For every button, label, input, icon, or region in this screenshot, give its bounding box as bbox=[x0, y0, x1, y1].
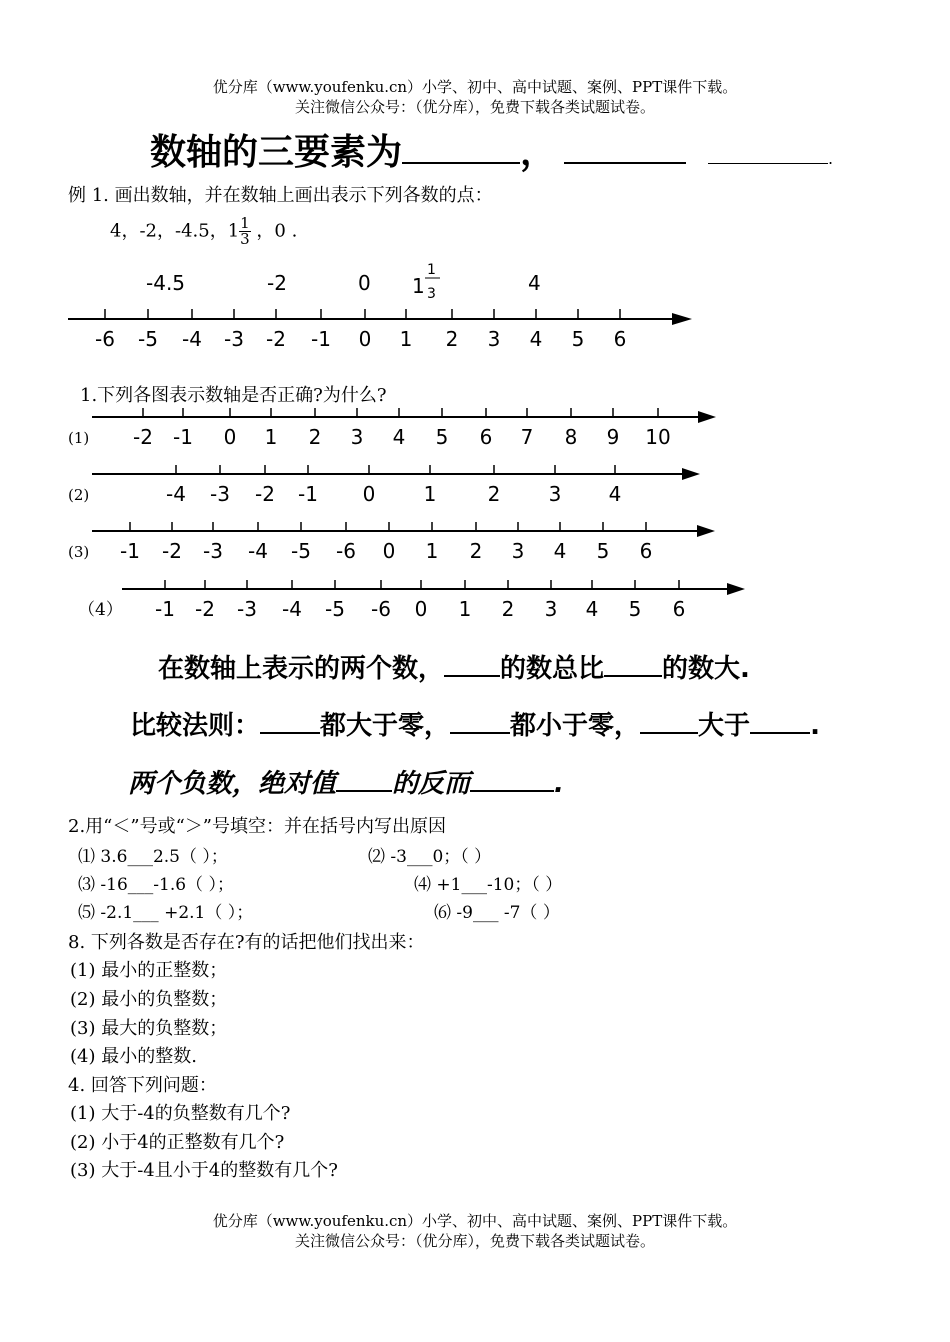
rule3-blank-2[interactable] bbox=[470, 764, 554, 792]
rule2-part-d: 大于 bbox=[698, 711, 751, 741]
q1-axis-tick-label: -2 bbox=[133, 425, 153, 449]
title bbox=[150, 124, 833, 175]
q1-axis-tick-label: -3 bbox=[203, 539, 223, 563]
q1-axis-tick-label: 6 bbox=[479, 425, 493, 449]
q1-axis-tick-label: 8 bbox=[564, 425, 578, 449]
q1-axis-tick-label: 3 bbox=[511, 539, 525, 563]
example1-number-line bbox=[0, 260, 950, 360]
title-comma: ， bbox=[520, 132, 557, 173]
q1-axis-tick-label: -3 bbox=[210, 482, 230, 506]
question1-number-lines bbox=[0, 400, 950, 630]
rule1-part-a: 在数轴上表示的两个数， bbox=[158, 654, 445, 684]
q1-axis-tick-label: 2 bbox=[308, 425, 322, 449]
q2-row2-a[interactable]: ⑶ -16___-1.6（ ）； bbox=[78, 875, 234, 895]
q1-axis-tick-label: -2 bbox=[162, 539, 182, 563]
q1-axis-tick-label: 0 bbox=[362, 482, 376, 506]
q1-axis-tick-label: 0 bbox=[414, 597, 428, 621]
rule2-part-b: 都大于零， bbox=[320, 711, 451, 741]
q1-axis-tick-label: 10 bbox=[645, 425, 671, 449]
axis-tick-label: -2 bbox=[266, 327, 286, 351]
q1-axis-tick-label: 0 bbox=[382, 539, 396, 563]
rule2-period: . bbox=[810, 711, 820, 741]
rule-3 bbox=[128, 763, 564, 800]
q1-axis-tick-label: -2 bbox=[255, 482, 275, 506]
q4-item-1: (1) 大于-4的负整数有几个? bbox=[70, 1103, 291, 1124]
axis-tick-label: -4 bbox=[182, 327, 202, 351]
q1-axis-tick-label: 1 bbox=[264, 425, 278, 449]
q1-axis-tick-label: -1 bbox=[173, 425, 193, 449]
rule1-blank-2[interactable] bbox=[604, 649, 662, 677]
q1-axis-tick-label: -6 bbox=[371, 597, 391, 621]
q1-axis-tick-label: -6 bbox=[336, 539, 356, 563]
q1-axis-tick-label: -4 bbox=[282, 597, 302, 621]
q1-axis-tick-label: 1 bbox=[458, 597, 472, 621]
q1-line-tag: (1) bbox=[68, 429, 90, 447]
point-label-neg4p5: -4.5 bbox=[146, 271, 186, 295]
question2-prompt: 2.用“＜”号或“＞”号填空：并在括号内写出原因 bbox=[68, 816, 446, 837]
q1-line-tag: (2) bbox=[68, 486, 90, 504]
q8-item-4: (4) 最小的整数. bbox=[70, 1046, 197, 1067]
axis-tick-label: 2 bbox=[445, 327, 459, 351]
title-blank-2[interactable] bbox=[564, 126, 686, 164]
q1-axis-tick-label: 3 bbox=[350, 425, 364, 449]
q1-axis-tick-label: -2 bbox=[195, 597, 215, 621]
axis-tick-label: -5 bbox=[138, 327, 158, 351]
rule3-period: . bbox=[554, 769, 564, 799]
axis-tick-label: 1 bbox=[399, 327, 413, 351]
fraction-denominator: 3 bbox=[240, 230, 250, 248]
q1-axis-arrow bbox=[697, 525, 715, 537]
rule1-part-b: 的数总比 bbox=[500, 654, 605, 684]
q1-axis-tick-label: 5 bbox=[628, 597, 642, 621]
q1-axis-tick-label: 2 bbox=[487, 482, 501, 506]
question8-prompt: 8. 下列各数是否存在?有的话把他们找出来： bbox=[68, 932, 425, 953]
q1-axis-tick-label: -1 bbox=[298, 482, 318, 506]
q8-item-2: (2) 最小的负整数； bbox=[70, 989, 228, 1010]
numbers-pre: 4，-2，-4.5，1 bbox=[110, 220, 240, 242]
q1-axis-tick-label: 1 bbox=[425, 539, 439, 563]
footer-line-2: 关注微信公众号：（优分库），免费下载各类试题试卷。 bbox=[294, 1232, 655, 1250]
axis-tick-label: 5 bbox=[571, 327, 585, 351]
title-text: 数轴的三要素为 bbox=[150, 132, 403, 173]
rule1-part-c: 的数大. bbox=[662, 654, 750, 684]
q1-axis-tick-label: 5 bbox=[435, 425, 449, 449]
q1-axis-tick-label: 9 bbox=[606, 425, 620, 449]
axis-tick-label: 0 bbox=[358, 327, 372, 351]
q1-axis-tick-label: 2 bbox=[469, 539, 483, 563]
point-frac-den: 3 bbox=[427, 286, 436, 302]
q1-number-line-3 bbox=[68, 522, 715, 563]
rule2-blank-4[interactable] bbox=[750, 706, 810, 734]
axis-tick-label: 6 bbox=[613, 327, 627, 351]
rule-1 bbox=[158, 648, 750, 685]
q2-row2-b[interactable]: ⑷ +1___-10；（ ） bbox=[414, 875, 563, 895]
header-line-2: 关注微信公众号：（优分库），免费下载各类试题试卷。 bbox=[294, 98, 655, 116]
q1-axis-tick-label: -4 bbox=[248, 539, 268, 563]
q1-axis-tick-label: 5 bbox=[596, 539, 610, 563]
axis-ticks bbox=[95, 309, 626, 351]
fraction-numerator: 1 bbox=[240, 214, 250, 232]
q1-number-line-1 bbox=[68, 408, 716, 449]
axis-tick-label: -3 bbox=[224, 327, 244, 351]
q2-row3-a[interactable]: ⑸ -2.1___ +2.1（ ）； bbox=[78, 903, 254, 923]
axis-tick-label: -1 bbox=[311, 327, 331, 351]
rule2-blank-1[interactable] bbox=[260, 706, 320, 734]
q1-line-tag: （4） bbox=[78, 600, 123, 620]
q1-axis-tick-label: 4 bbox=[392, 425, 406, 449]
example1-prompt: 例 1. 画出数轴，并在数轴上画出表示下列各数的点： bbox=[68, 185, 493, 206]
q1-axis-tick-label: 4 bbox=[585, 597, 599, 621]
rule-2 bbox=[130, 705, 820, 742]
q1-axis-tick-label: -5 bbox=[325, 597, 345, 621]
q1-axis-tick-label: 2 bbox=[501, 597, 515, 621]
point-label-0: 0 bbox=[358, 271, 371, 295]
q1-axis-tick-label: -3 bbox=[237, 597, 257, 621]
q1-axis-tick-label: -1 bbox=[120, 539, 140, 563]
point-label-neg2: -2 bbox=[267, 271, 287, 295]
q4-item-2: (2) 小于4的正整数有几个? bbox=[70, 1132, 285, 1153]
title-period: . bbox=[828, 149, 834, 168]
question1-prompt: 1.下列各图表示数轴是否正确?为什么? bbox=[80, 385, 387, 406]
rule2-blank-2[interactable] bbox=[450, 706, 510, 734]
fraction-one-third bbox=[239, 216, 251, 247]
q1-axis-tick-label: 7 bbox=[520, 425, 534, 449]
point-label-1-third: 1 bbox=[412, 274, 425, 298]
q1-axis-tick-label: 1 bbox=[423, 482, 437, 506]
q1-axis-tick-label: 4 bbox=[553, 539, 567, 563]
q1-axis-tick-label: 4 bbox=[608, 482, 622, 506]
q1-axis-tick-label: 6 bbox=[672, 597, 686, 621]
rule2-blank-3[interactable] bbox=[640, 706, 698, 734]
numbers-post: ，0 . bbox=[250, 220, 298, 242]
rule1-blank-1[interactable] bbox=[444, 649, 500, 677]
axis-tick-label: -6 bbox=[95, 327, 115, 351]
q1-line-tag: (3) bbox=[68, 543, 90, 561]
q1-axis-arrow bbox=[698, 411, 716, 423]
q2-row3-b[interactable]: ⑹ -9___ -7（ ） bbox=[434, 903, 560, 923]
rule3-part-a: 两个负数，绝对值 bbox=[128, 769, 337, 799]
q1-axis-tick-label: -4 bbox=[166, 482, 186, 506]
point-frac-num: 1 bbox=[427, 262, 436, 278]
footer-line-1: 优分库（www.youfenku.cn）小学、初中、高中试题、案例、PPT课件下载。 bbox=[212, 1212, 738, 1230]
example1-numbers bbox=[110, 216, 297, 247]
rule2-part-c: 都小于零， bbox=[510, 711, 641, 741]
q1-axis-tick-label: 3 bbox=[548, 482, 562, 506]
point-label-4: 4 bbox=[528, 271, 541, 295]
title-blank-1[interactable] bbox=[402, 126, 520, 164]
q1-axis-arrow bbox=[727, 583, 745, 595]
q1-axis-arrow bbox=[682, 468, 700, 480]
q8-item-1: (1) 最小的正整数； bbox=[70, 960, 228, 981]
rule3-part-b: 的反而 bbox=[392, 769, 471, 799]
rule3-blank-1[interactable] bbox=[336, 764, 392, 792]
q1-axis-tick-label: -1 bbox=[155, 597, 175, 621]
q1-number-line-4 bbox=[78, 580, 745, 621]
q1-axis-tick-label: -5 bbox=[291, 539, 311, 563]
axis-tick-label: 3 bbox=[487, 327, 501, 351]
title-blank-3[interactable] bbox=[708, 127, 828, 164]
q4-item-3: (3) 大于-4且小于4的整数有几个? bbox=[70, 1160, 338, 1181]
q8-item-3: (3) 最大的负整数； bbox=[70, 1018, 228, 1039]
q1-number-line-2 bbox=[68, 465, 700, 506]
question4-prompt: 4. 回答下列问题： bbox=[68, 1075, 217, 1096]
header-line-1: 优分库（www.youfenku.cn）小学、初中、高中试题、案例、PPT课件下载。 bbox=[212, 78, 738, 96]
axis-arrow bbox=[672, 313, 692, 325]
rule2-part-a: 比较法则： bbox=[130, 711, 261, 741]
axis-tick-label: 4 bbox=[529, 327, 543, 351]
q1-axis-tick-label: 6 bbox=[639, 539, 653, 563]
q2-row1-a[interactable]: ⑴ 3.6___2.5（ ）； bbox=[78, 847, 228, 867]
q2-row1-b[interactable]: ⑵ -3___0；（ ） bbox=[368, 847, 492, 867]
q1-axis-tick-label: 3 bbox=[544, 597, 558, 621]
q1-axis-tick-label: 0 bbox=[223, 425, 237, 449]
